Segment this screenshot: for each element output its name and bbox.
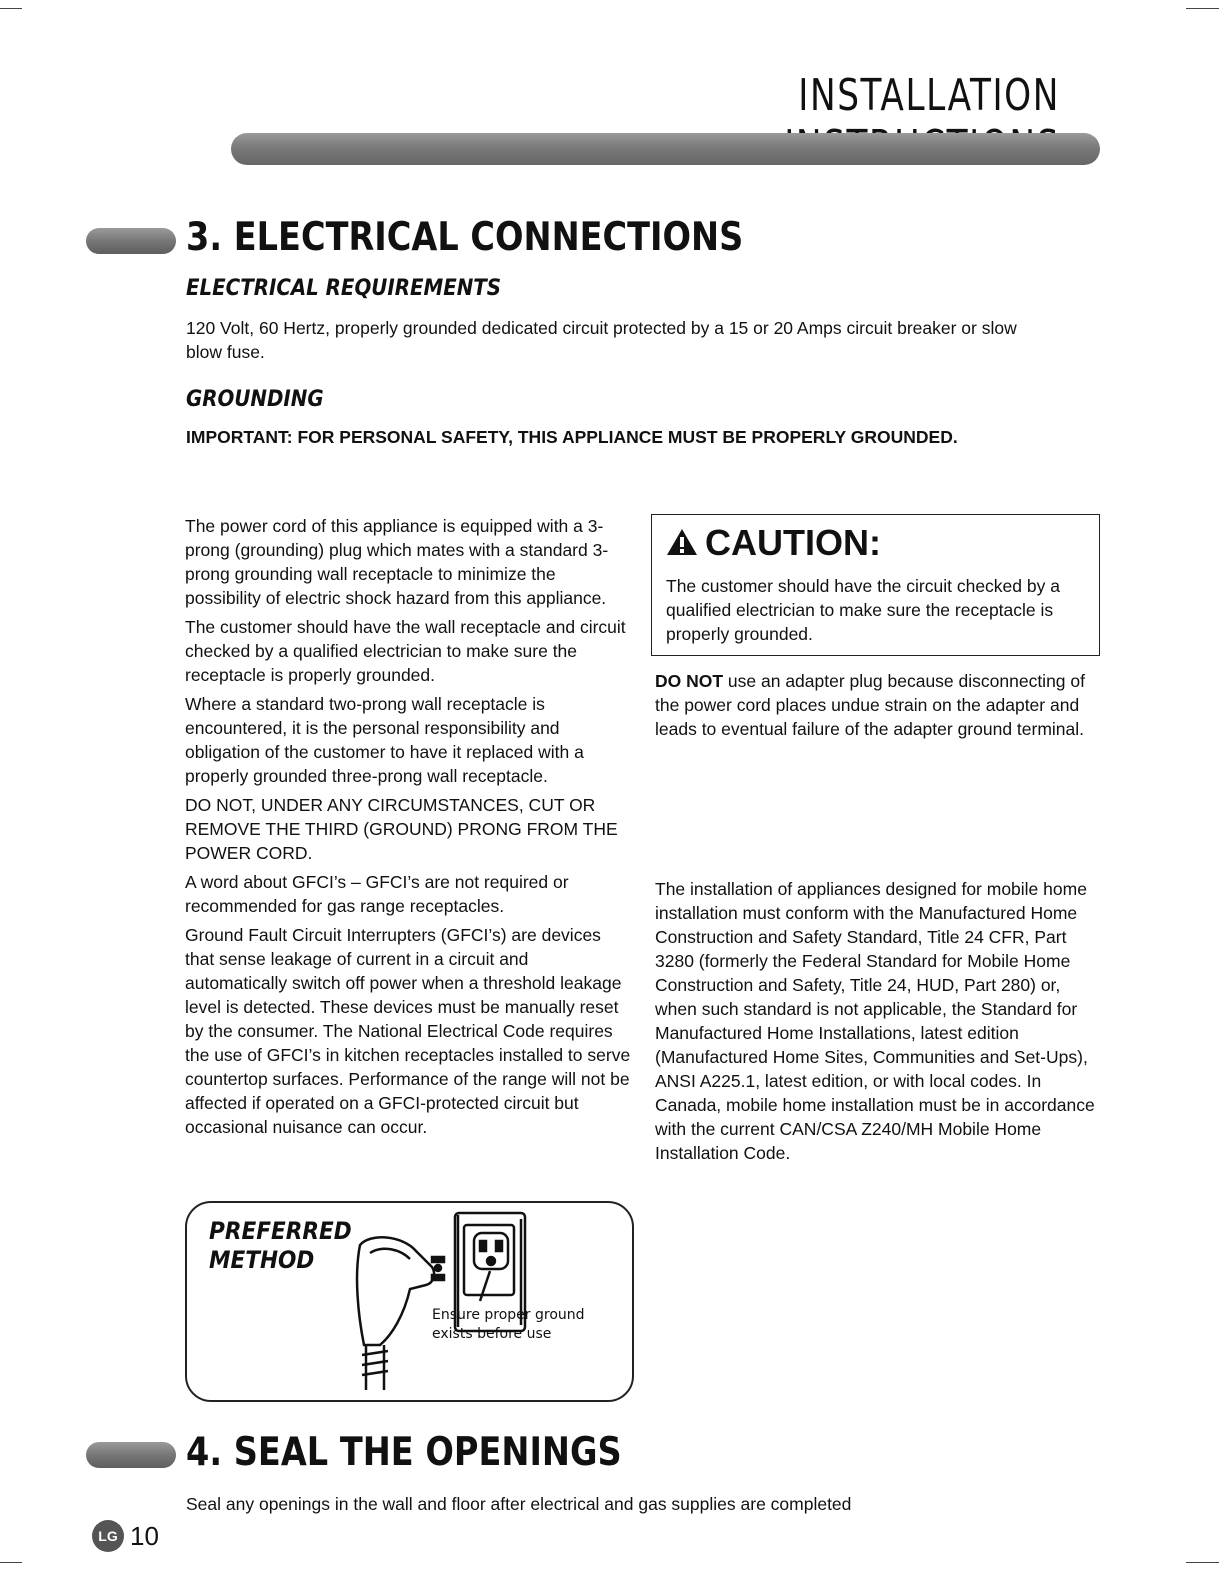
- illustration-caption: [432, 1306, 585, 1344]
- crop-mark: [0, 8, 22, 9]
- crop-mark: [1186, 8, 1219, 9]
- warning-icon: [665, 527, 699, 557]
- paragraph: DO NOT, UNDER ANY CIRCUMSTANCES, CUT OR REMOVE THE THIRD (GROUND) PRONG FROM THE POWER CORD.: [185, 795, 618, 863]
- caption-line-1: Ensure proper ground: [432, 1307, 585, 1323]
- header-bar: [231, 133, 1100, 165]
- crop-mark: [0, 1562, 22, 1563]
- adapter-warning-text: use an adapter plug because disconnecting of the power cord places undue strain on the adapter and leads to eventual failure of the adapter ground terminal.: [655, 671, 1085, 739]
- preferred-line-1: PREFERRED: [209, 1217, 352, 1245]
- mobile-home-paragraph: The installation of appliances designed for mobile home installation must conform with the Manufactured Home Construction and Safety Standard, Title 24 CFR, Part 3280 (formerly the Federal Standard for Mobile Home Construction and Safety, Title 24, HUD, Part 280) or, when such standard is not applicable, the Standard for Manufactured Home Installations, latest edition (Manufactured Home Sites, Communities and Set-Ups), ANSI A225.1, latest edition, or with local codes. In Canada, mobile home installation must be in accordance with the current CAN/CSA Z240/MH Mobile Home Installation Code.: [655, 879, 1095, 1163]
- electrical-requirements-text: [186, 316, 1106, 364]
- page-header-title: INSTALLATION: [798, 70, 1060, 121]
- paragraph: The power cord of this appliance is equipped with a 3-prong (grounding) plug which mates with a standard 3-prong grounding wall receptacle to minimize the possibility of electric shock hazard from this appliance.: [185, 516, 609, 608]
- preferred-line-2: METHOD: [209, 1246, 315, 1274]
- caution-heading: [665, 522, 881, 564]
- paragraph: The customer should have the wall receptacle and circuit checked by a qualified electrician to make sure the receptacle is properly grounded.: [185, 617, 626, 685]
- adapter-warning: [655, 669, 1100, 741]
- plug-icon: [357, 1237, 444, 1390]
- section-3-title: 3. ELECTRICAL CONNECTIONS: [186, 215, 744, 260]
- paragraph: Where a standard two-prong wall receptacle is encountered, it is the personal responsibility and obligation of the customer to have it replaced with a properly grounded three-prong wall receptacle.: [185, 694, 584, 786]
- preferred-method-title: [209, 1217, 352, 1275]
- seal-openings-text: Seal any openings in the wall and floor after electrical and gas supplies are completed: [186, 1494, 852, 1514]
- page-number: 10: [130, 1521, 159, 1551]
- caption-line-2: exists before use: [432, 1326, 552, 1342]
- requirements-line-2: blow fuse.: [186, 342, 265, 362]
- requirements-line-1: 120 Volt, 60 Hertz, properly grounded dedicated circuit protected by a 15 or 20 Amps circuit breaker or slow: [186, 318, 1017, 338]
- plug-and-outlet-illustration: [340, 1205, 540, 1395]
- grounding-heading: GROUNDING: [186, 387, 324, 412]
- caution-text: The customer should have the circuit checked by a qualified electrician to make sure the receptacle is properly grounded.: [666, 576, 1060, 644]
- paragraph: A word about GFCI’s – GFCI’s are not required or recommended for gas range receptacles.: [185, 872, 569, 916]
- electrical-requirements-heading: ELECTRICAL REQUIREMENTS: [186, 276, 502, 301]
- caution-title: CAUTION:: [705, 522, 881, 563]
- section-4-title: 4. SEAL THE OPENINGS: [186, 1430, 622, 1475]
- crop-mark: [1186, 1562, 1219, 1563]
- section-marker: [86, 1442, 176, 1468]
- do-not-label: DO NOT: [655, 671, 724, 691]
- lg-logo-icon: [92, 1520, 124, 1552]
- grounding-left-column: [185, 514, 633, 1144]
- important-notice: IMPORTANT: FOR PERSONAL SAFETY, THIS APPLIANCE MUST BE PROPERLY GROUNDED.: [186, 427, 958, 447]
- section-marker: [86, 228, 176, 254]
- paragraph: Ground Fault Circuit Interrupters (GFCI’s) are devices that sense leakage of current in a circuit and automatically switch off power when a threshold leakage level is detected. These devices must be manually reset by the consumer. The National Electrical Code requires the use of GFCI’s in kitchen receptacles installed to serve countertop surfaces. Performance of the range will not be affected if operated on a GFCI-protected circuit but occasional nuisance can occur.: [185, 925, 631, 1137]
- logo-text: LG: [98, 1528, 118, 1544]
